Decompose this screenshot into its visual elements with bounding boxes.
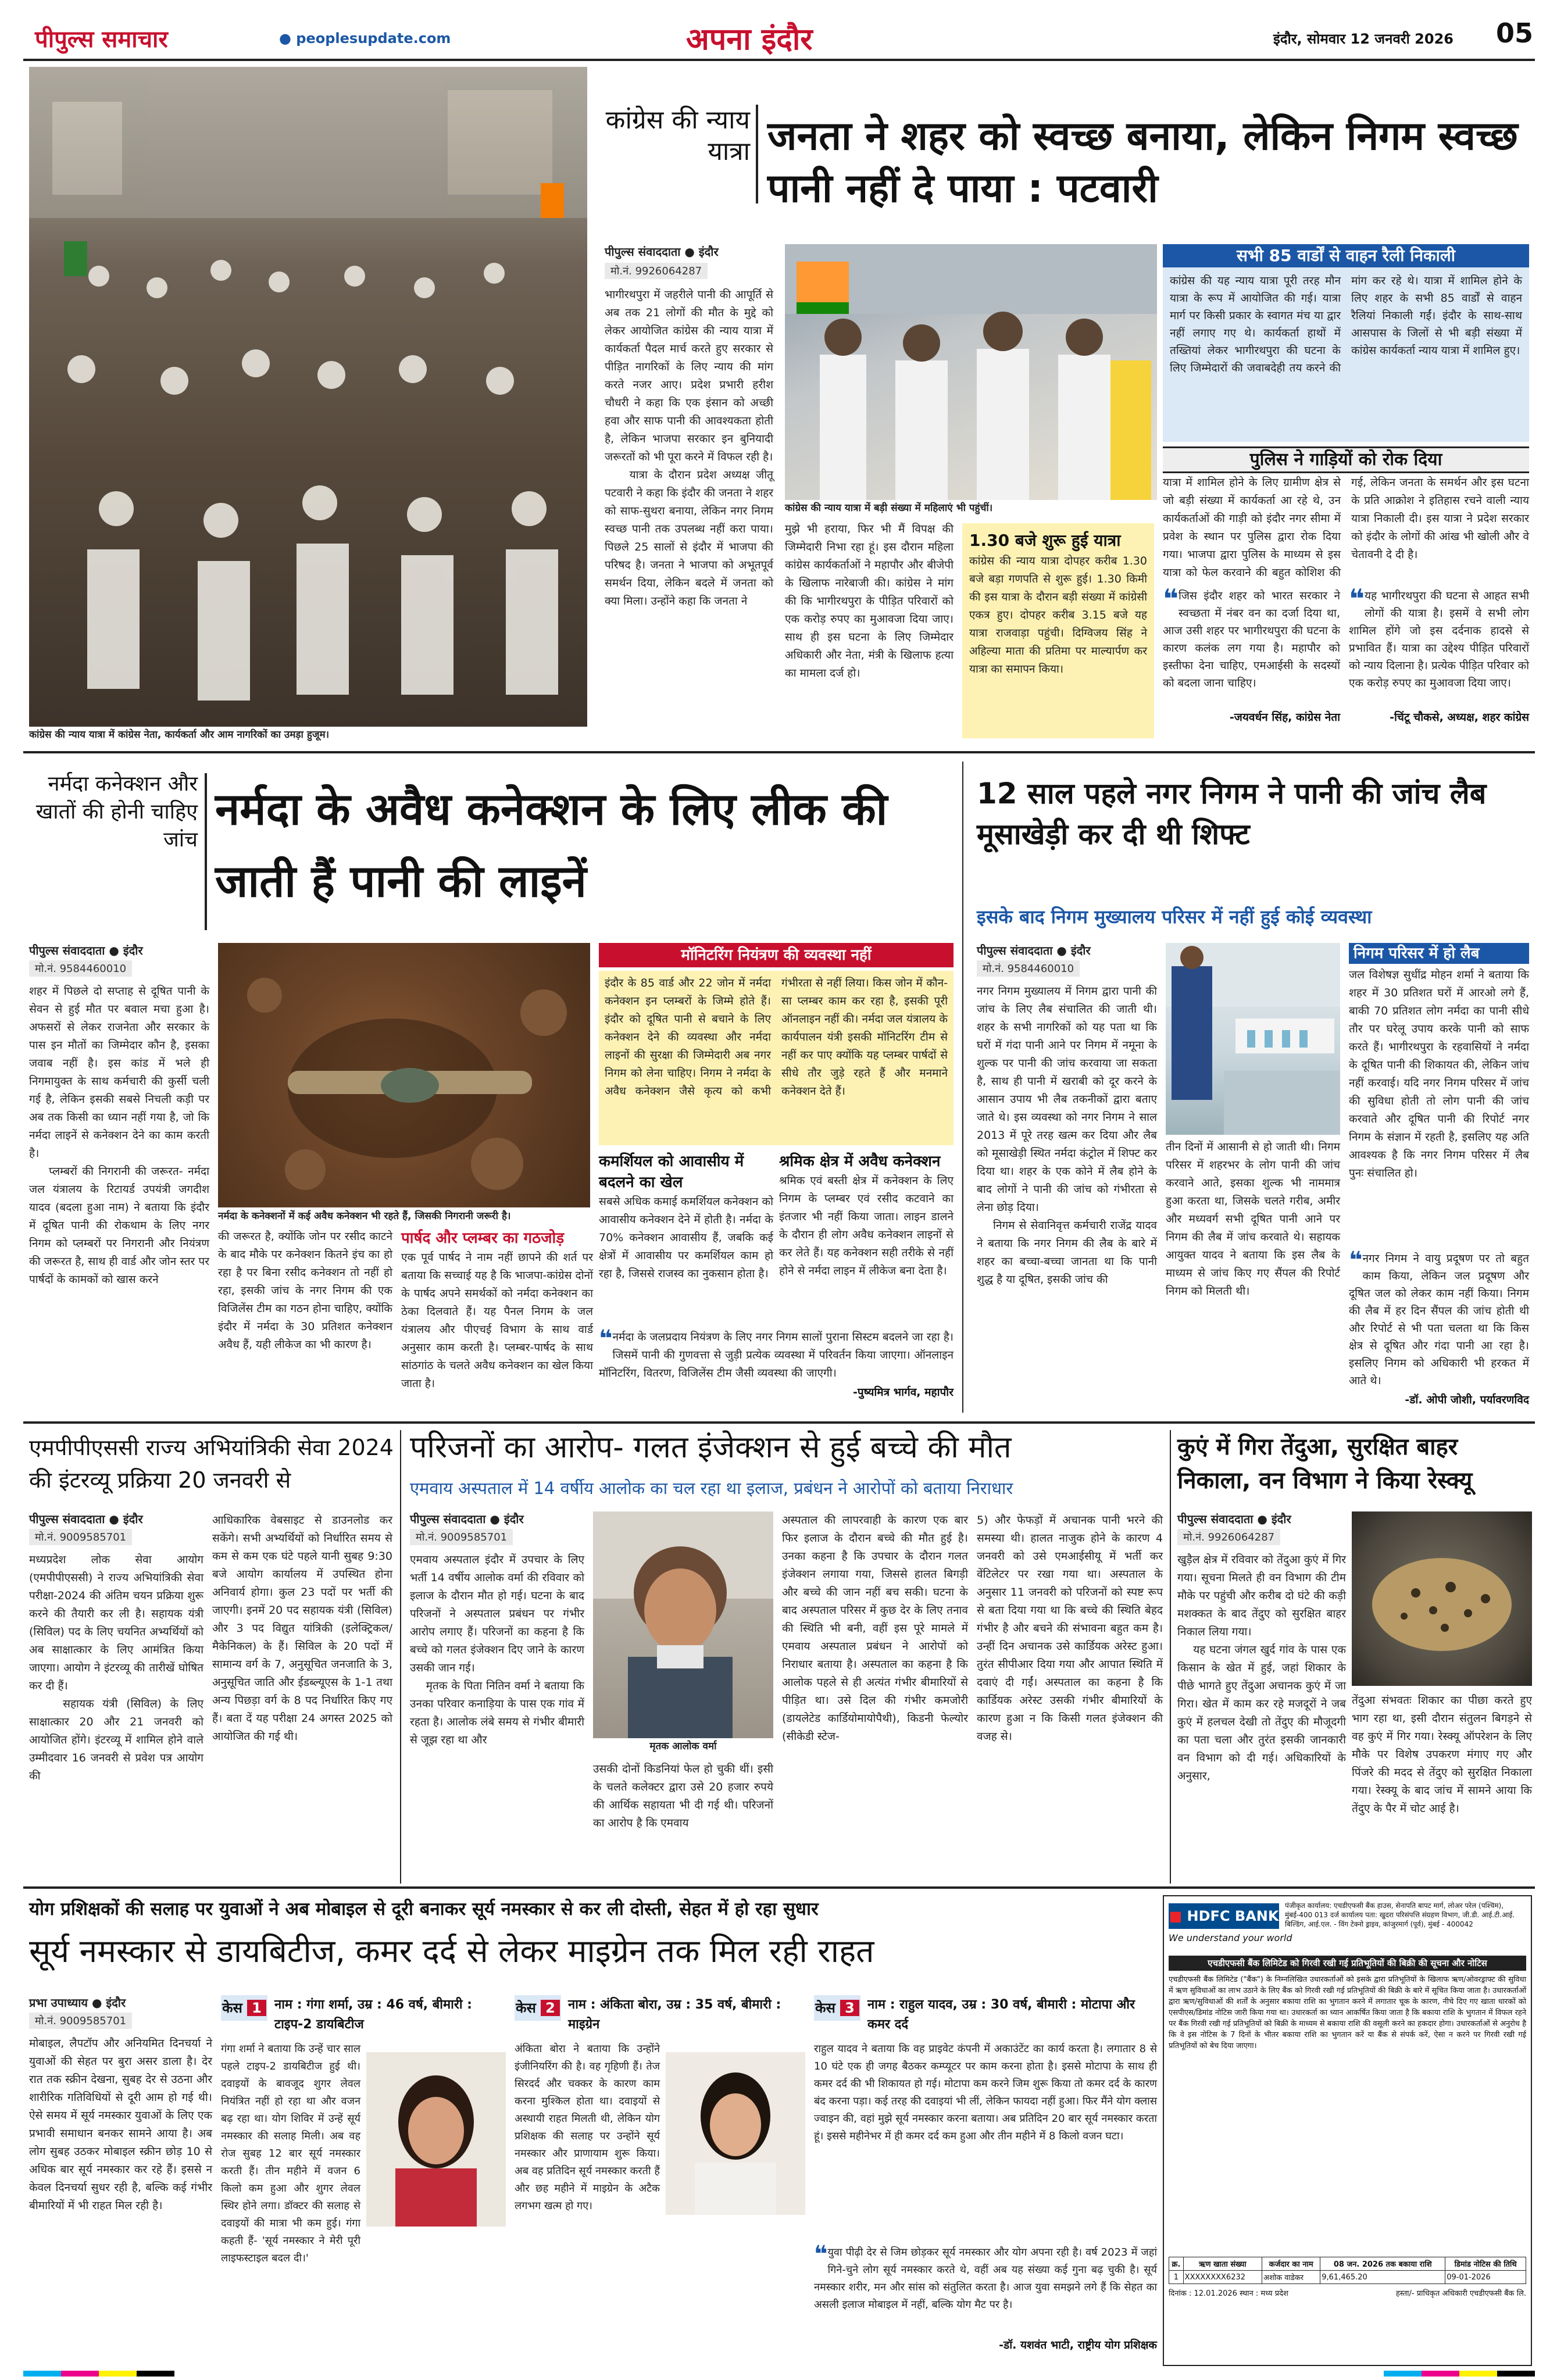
s7-mobile: मो.नं. 9009585701 [29, 2013, 132, 2029]
quote-jaivardhan [1163, 583, 1344, 738]
s5-body-col1: एमवाय अस्पताल इंदौर में उपचार के लिए भर्ती 14 वर्षीय आलोक वर्मा की रविवार को इलाज के दौरान मौत हो गई। घटना के बाद परिजनों ने अस्पताल प्रबंधन पर गंभीर आरोप लगाए हैं। परिजनों का कहना है कि बच्चे को गलत इंजेक्शन दिए जाने के कारण उसकी जान गई। मृतक के पिता नितिन वर्मा ने बताया कि उनका परिवार कनाड़िया के पास एक गांव में रहता है। आलोक लंबे समय से गंभीर बीमारी से जूझ रहा था और [410, 1553, 584, 1746]
case3-info: नाम : राहुल यादव, उम्र : 30 वर्ष, बीमारी : मोटापा और कमर दर्द [867, 1997, 1135, 2032]
s5-body-col4: 5) और फेफड़ों में अचानक पानी भरने की समस्या थी। हालत नाजुक होने के कारण 4 जनवरी को उसे एमआईसीयू में भर्ती कर वेंटिलेटर पर रखा गया था। अस्पताल के अनुसार 11 जनवरी को परिजनों को स्पष्ट रूप से बता दिया गया था कि बच्चे की स्थिति बेहद गंभीर है और बचने की संभावना बहुत कम है। उन्हीं दिन अचानक उसे कार्डियक अरेस्ट हुआ। तुरंत सीपीआर दिया गया और आपात स्थिति में दवाएं दी गईं। अस्पताल का कहना है कि कार्डियक अरेस्ट उसकी गंभीर बीमारियों के कारण हुआ न कि किसी गलत इंजेक्शन की वजह से। [977, 1514, 1167, 1743]
pipe-photo-caption: नर्मदा के कनेक्शनों में कई अवैध कनेक्शन भी रहते हैं, जिसकी निगरानी जरूरी है। [218, 1210, 511, 1222]
labor-title: श्रमिक क्षेत्र में अवैध कनेक्शन [779, 1153, 941, 1170]
commercial-title: कमर्शियल को आवासीय में बदलने का खेल [599, 1153, 744, 1191]
lab-illustration [1166, 943, 1340, 1135]
quote-jaivardhan-text: जिस इंदौर शहर को भारत सरकार ने स्वच्छता में नंबर वन का दर्जा दिया था, आज उसी शहर पर भागीरथपुरा की घटना के कारण कलंक लग गया है। महापौर को इस्तीफा देना चाहिए, एमआईसी के सदस्यों को बदला जाना चाहिए। [1163, 589, 1344, 689]
leaking-pipe-photo [218, 943, 590, 1207]
commercial-box [599, 1151, 777, 1325]
divider-3 [23, 1886, 1535, 1889]
env-quote [1349, 1247, 1533, 1413]
hdfc-td: 9,61,465.20 [1320, 2271, 1445, 2284]
s4-body-col2: आधिकारिक वेबसाइट से डाउनलोड कर सकेंगे। सभी अभ्यर्थियों को निर्धारित समय से कम से कम एक घंटे पहले यानी सुबह 9:30 बजे आयोग कार्यालय में उपस्थित होना अनिवार्य होगा। कुल 23 पदों पर भर्ती की जाएगी। इनमें 20 पद सहायक यंत्री (सिविल) और 3 पद विद्युत यांत्रिकी (इलेक्ट्रिकल/मैकेनिकल) के हैं। सिविल के 20 पदों में सामान्य वर्ग के 7, अनुसूचित जनजाति के 3, अनुसूचित जाति और ईडब्ल्यूएस के 1-1 तथा अन्य पिछड़ा वर्ग के 8 पद निर्धारित किए गए हैं। बता दें यह परीक्षा 24 अगस्त 2025 को आयोजित की गई थी। [212, 1514, 397, 1743]
s3-headline: 12 साल पहले नगर निगम ने पानी की जांच लैब मूसाखेड़ी कर दी थी शिफ्ट [977, 777, 1487, 851]
mayor-quote [599, 1325, 958, 1404]
hdfc-bank-name: HDFC BANK [1187, 1908, 1279, 1924]
hdfc-th: 08 जन. 2026 तक बकाया राशि [1320, 2257, 1445, 2271]
hdfc-footer [1169, 2288, 1526, 2313]
s6-body-col1: खुड़ैल क्षेत्र में रविवार को तेंदुआ कुएं में गिर गया। सूचना मिलते ही वन विभाग की टीम मौके पर पहुंची और करीब दो घंटे की कड़ी मशक्कत के बाद तेंदुए को सुरक्षित बाहर निकाल लिया गया। यह घटना जंगल खुर्द गांव के पास एक किसान के खेत में हुई, जहां शिकार के पीछे भागते हुए तेंदुआ अचानक कुएं में जा गिरा। खेत में काम कर रहे मजदूरों ने जब कुएं में हलचल देखी तो तेंदुए की मौजूदगी का पता चला और तुरंत इसकी जानकारी वन विभाग को दी गई। अधिकारियों के अनुसार, [1177, 1553, 1346, 1782]
s7-headline: सूर्य नमस्कार से डायबिटीज, कमर दर्द से लेकर माइग्रेन तक मिल रही राहत [29, 1932, 874, 1970]
woman-portrait-illustration [666, 2052, 805, 2215]
color-registration-bar [23, 2371, 174, 2377]
pipe-illustration [218, 943, 590, 1207]
dateline: इंदौर, सोमवार 12 जनवरी 2026 [1273, 31, 1454, 47]
masthead [23, 17, 1535, 61]
quote-chintu-author: -चिंटू चौकसे, अध्यक्ष, शहर कांग्रेस [1390, 711, 1529, 724]
councillor-plumber-box [401, 1228, 597, 1402]
boy-photo [593, 1511, 773, 1738]
quote-jaivardhan-author: -जयवर्धन सिंह, कांग्रेस नेता [1229, 711, 1340, 724]
s2-mobile: मो.नं. 9584460010 [29, 960, 132, 977]
s6-mobile: मो.नं. 9926064287 [1177, 1529, 1280, 1545]
councillor-plumber-title: पार्षद और प्लम्बर का गठजोड़ [401, 1230, 565, 1247]
s5-body-col3: अस्पताल की लापरवाही के कारण एक बार फिर इलाज के दौरान बच्चे की मौत हुई है। उनका कहना है कि उपचार के दौरान गलत इंजेक्शन लगाया गया, जिससे हालत बिगड़ी और बच्चे की जान नहीं बच सकी। घटना के बाद अस्पताल परिसर में कुछ देर के लिए तनाव की स्थिति भी बनी, वहीं इस पूरे मामले में एमवाय अस्पताल प्रबंधन ने आरोपों को निराधार बताया है। अस्पताल का कहना है कि आलोक पहले से ही अत्यंत गंभीर बीमारियों से पीड़ित था। उसे दिल की गंभीर कमजोरी (डायलेटेड कार्डियोमायोपैथी), किडनी फेल्योर (सीकेडी स्टेज- [782, 1514, 972, 1743]
case3-header [814, 1995, 1157, 2036]
s7-kicker: योग प्रशिक्षकों की सलाह पर युवाओं ने अब मोबाइल से दूरी बनाकर सूर्य नमस्कार से कर ली दोस्ती, सेहत में हो रहा सुधार [29, 1899, 819, 1920]
s3-subhead: इसके बाद निगम मुख्यालय परिसर में नहीं हुई कोई व्यवस्था [977, 906, 1372, 928]
hdfc-th: डिमांड नोटिस की तिथि [1445, 2257, 1526, 2271]
commercial-text: सबसे अधिक कमाई कमर्शियल कनेक्शन को आवासीय कनेक्शन देने में होती है। नर्मदा के 70% कनेक्शन आवासीय हैं, जबकि कई क्षेत्रों में आवासीय पर कमर्शियल काम हो रहा है, जिससे राजस्व का नुकसान होता है। [599, 1195, 777, 1280]
s5-subhead: एमवाय अस्पताल में 14 वर्षीय आलोक का चल रहा था इलाज, प्रबंधन ने आरोपों को बताया निराधार [410, 1478, 1013, 1498]
lab-in-hq-text: जल विशेषज्ञ सुधींद्र मोहन शर्मा ने बताया कि शहर में 30 प्रतिशत घरों में आरओ लगे हैं, बाकी 70 प्रतिशत लोग नर्मदा का पानी सीधे तौर पर घरेलू उपाय करके पानी को साफ करते हैं। भागीरथपुरा के रहवासियों ने नर्मदा के दूषित पानी की शिकायत की, लेकिन जांच नहीं करवाई। यदि नगर निगम परिसर में जांच की सुविधा होती तो लोग पानी की जांच करवाते और दूषित पानी की रिपोर्ट नगर निगम के संज्ञान में रहती है, इसलिए यह अति आवश्यक है कि नगर निगम परिसर में लैब पुनः संचालित हो। [1349, 969, 1533, 1180]
color-registration-bar [1384, 2371, 1535, 2377]
case1-tag-label: केस [222, 2000, 242, 2016]
s4-body-col1: मध्यप्रदेश लोक सेवा आयोग (एमपीपीएससी) ने राज्य अभियांत्रिकी सेवा परीक्षा-2024 की अंतिम चयन प्रक्रिया शुरू करने की तैयारी कर ली है। सहायक यंत्री (सिविल) पद के लिए चयनित अभ्यर्थियों को अब साक्षात्कार के लिए आमंत्रित किया जाएगा। आयोग ने इंटरव्यू की तारीखें घोषित कर दी हैं। सहायक यंत्री (सिविल) के लिए साक्षात्कार 20 और 21 जनवरी को आयोजित होंगे। इंटरव्यू में शामिल होने वाले उम्मीदवार 16 जनवरी से प्रवेश पत्र आयोग की [29, 1553, 203, 1782]
lab-in-hq-box [1349, 943, 1533, 1245]
case3-tag [814, 1995, 860, 2021]
case2-num: 2 [541, 2000, 560, 2016]
hdfc-td: XXXXXXXX6232 [1183, 2271, 1262, 2284]
env-quote-text: नगर निगम ने वायु प्रदूषण पर तो बहुत काम किया, लेकिन जल प्रदूषण और दूषित जल को लेकर काम नहीं किया। निगम की लैब में हर दिन सैंपल की जांच होती थी और रिपोर्ट से भी पता चलता था कि किस क्षेत्र से दूषित और गंदा पानी आ रहा है। इसलिए निगम को अधिकारी भी हरकत में आते थे। [1349, 1252, 1533, 1387]
yoga-quote-text: युवा पीढ़ी देर से जिम छोड़कर सूर्य नमस्कार और योग अपना रही है। वर्ष 2023 में जहां गिने-चुने लोग सूर्य नमस्कार करते थे, वहीं अब यह संख्या कई गुना बढ़ चुकी है। सूर्य नमस्कार शरीर, मन और सांस को संतुलित करता है। आज युवा समझने लगे हैं कि सेहत का असली इलाज मोबाइल में नहीं, बल्कि योग मैट पर है। [814, 2246, 1160, 2311]
hdfc-header [1169, 1901, 1526, 1953]
hdfc-signature: हस्ता/- प्राधिकृत अधिकारी एचडीएफसी बैंक लि. [1395, 2289, 1526, 2298]
monitoring-text: इंदौर के 85 वार्ड और 22 जोन में नर्मदा कनेक्शन इन प्लम्बरों के जिम्मे होते हैं। इंदौर को दूषित पानी से बचाने के लिए कनेक्शन देने की व्यवस्था और नर्मदा लाइनों की सुरक्षा की जिम्मेदारी अब नगर निगम को लेना चाहिए। निगम ने नर्मदा के अवैध कनेक्शन जैसे कृत्य को कभी गंभीरता से नहीं लिया। किस जोन में कौन-सा प्लम्बर काम कर रहा है, इसकी पूरी ऑनलाइन नहीं की। नर्मदा जल यंत्रालय के कार्यपालन यंत्री इसकी मॉनिटरिंग टीम से नहीं कर पाए क्योंकि यह प्लम्बर पार्षदों से सीधे तौर जुड़े रहते हैं और मनमाने कनेक्शन देते हैं। [599, 971, 954, 1145]
main-photo-caption: कांग्रेस की न्याय यात्रा में कांग्रेस नेता, कार्यकर्ता और आम नागरिकों का उमड़ा हुजूम। [29, 729, 330, 741]
case1-info: नाम : गंगा शर्मा, उम्र : 46 वर्ष, बीमारी : टाइप-2 डायबिटीज [274, 1997, 472, 2032]
case2-photo [666, 2052, 805, 2215]
masthead-website [279, 30, 451, 47]
mayor-quote-text: नर्मदा के जलप्रदाय नियंत्रण के लिए नगर निगम सालों पुराना सिस्टम बदलने जा रहा है। जिसमें पानी की गुणवत्ता से जुड़ी प्रत्येक व्यवस्था में परिवर्तन किया जाएगा। ऑनलाइन मॉनिटरिंग, वितरण, विजिलेंस टीम जैसी व्यवस्था की जाएगी। [599, 1331, 958, 1380]
s7-byline: प्रभा उपाध्याय ● इंदौर [29, 1996, 126, 2010]
quote-open-icon: ❝ [1349, 583, 1365, 614]
boy-illustration [593, 1511, 773, 1738]
hdfc-notice-text: एचडीएफसी बैंक लिमिटेड ("बैंक") के निम्नलिखित उधारकर्ताओं को इसके द्वारा प्रतिभूतियों के खिलाफ ऋण/ओवरड्राफ्ट की सुविधा में ऋण सुविधाओं का लाभ उठाने के लिए बैंक को गिरवी रखी गई प्रतिभूतियों की बिक्री के बारे में सूचित किया जाता है। उधारकर्ताओं द्वारा ऋण/सुविधाओं की शर्तों के अनुसार बकाया राशि का भुगतान करने में लगातार चूक के कारण, नीचे दिए गए खाता धारकों को एसपीएस/डिमांड नोटिस जारी किया गया था। उधारकर्ता का ध्यान आकर्षित किया जाता है कि बकाया राशि के भुगतान में विफल रहने पर बैंक गिरवी रखी गई प्रतिभूतियों को बिक्री के माध्यम से बकाया राशि की वसूली करने का हकदार होगा। उधारकर्ताओं से अनुरोध है कि वे इस नोटिस के 7 दिनों के भीतर बकाया राशि का भुगतान करें या बैंक से संपर्क करें, ऐसा न करने पर गिरवी रखी गई प्रतिभूतियों को बेच दिया जाएगा। [1169, 1975, 1526, 2050]
case3-text: राहुल यादव ने बताया कि वह प्राइवेट कंपनी में अकाउंटेंट का कार्य करता है। लगातार 8 से 10 घंटे एक ही जगह बैठकर कम्प्यूटर पर काम करना होता है। इससे मोटापा के साथ ही कमर दर्द की भी शिकायत हो गई। मोटापा कम करने जिम शुरू किया तो कमर दर्द के कारण बंद करना पड़ा। कई तरह की दवाइयां भी लीं, लेकिन फायदा नहीं हुआ। फिर मैंने योग क्लास ज्वाइन की, वहां मुझे सूर्य नमस्कार करना बताया। अब प्रतिदिन 20 बार सूर्य नमस्कार करता हूं। इससे महीनेभर में ही कमर दर्द कम हुआ और तीन महीने में 8 किलो वजन घटा। [814, 2043, 1160, 2142]
yoga-quote-author: -डॉ. यशवंत भाटी, राष्ट्रीय योग प्रशिक्षक [999, 2339, 1157, 2352]
councillor-plumber-text: एक पूर्व पार्षद ने नाम नहीं छापने की शर्त पर बताया कि सच्चाई यह है कि भाजपा-कांग्रेस दोनों के पार्षद अपने समर्थकों को नर्मदा कनेक्शन का ठेका दिलवाते हैं। यह पैनल निगम के जल यंत्रालय और पीएचई विभाग के साथ वार्ड अनुसार काम करती है। प्लम्बर-पार्षद के साथ सांठगांठ के चलते अवैध कनेक्शन का खेल किया जाता है। [401, 1251, 597, 1390]
woman-portrait-illustration [366, 2052, 506, 2227]
case3-tag-label: केस [815, 2000, 835, 2016]
police-stop-text: यात्रा में शामिल होने के लिए ग्रामीण क्षेत्र से जो बड़ी संख्या में कार्यकर्ता आ रहे थे, उन कार्यकर्ताओं की गाड़ी को इंदौर नगर सीमा में प्रवेश के स्थान पर पुलिस द्वारा रोक दिया गया। भाजपा द्वारा पुलिस के माध्यम से इस यात्रा को फेल करवाने की बहुत कोशिश की गई, लेकिन जनता के समर्थन और इस घटना के प्रति आक्रोश ने इतिहास रचने वाली न्याय यात्रा निकाली दी। इस यात्रा ने प्रदेश सरकार को इंदौर के लोगों की आंख भी खोली और वे चेतावनी दे दी है। [1163, 476, 1533, 579]
s1-mobile: मो.नं. 9926064287 [605, 263, 708, 279]
vertical-rule-s5 [1170, 1430, 1171, 1884]
table-row [1169, 2271, 1526, 2284]
vertical-rule-s4 [400, 1430, 401, 1884]
vehicle-rally-text: कांग्रेस की यह न्याय यात्रा पूरी तरह मौन यात्रा के रूप में आयोजित की गई। यात्रा मार्ग पर किसी प्रकार के स्वागत मंच या द्वार नहीं लगाए गए थे। कार्यकर्ता हाथों में तख्तियां लेकर भागीरथपुरा की घटना के लिए जिम्मेदारों की जवाबदेही तय करने की मांग कर रहे थे। यात्रा में शामिल होने के लिए शहर के सभी 85 वार्डों से वाहन रैलियां निकाली गईं। इंदौर के साथ-साथ आसपास के जिलों से भी बड़ी संख्या में कांग्रेस कार्यकर्ता न्याय यात्रा में शामिल हुए। [1170, 274, 1526, 374]
case2-header [515, 1995, 805, 2036]
s1-side-label: कांग्रेस की न्याय यात्रा [605, 105, 750, 166]
s3-mobile: मो.नं. 9584460010 [977, 960, 1080, 977]
lab-in-hq-title: निगम परिसर में हो लैब [1349, 943, 1529, 964]
s7-body: मोबाइल, लैपटॉप और अनियमित दिनचर्या ने युवाओं की सेहत पर बुरा असर डाला है। देर रात तक स्क्रीन देखना, सुबह देर से उठना और शारीरिक गतिविधियों से दूरी आम हो गई थी। ऐसे समय में सूर्य नमस्कार युवाओं के लिए एक प्रभावी समाधान बनकर सामने आया है। अब लोग सुबह उठकर मोबाइल स्क्रीन छोड़ 10 से अधिक बार सूर्य नमस्कार कर रहे हैं। इससे न केवल दिनचर्या सुधर रही है, बल्कि कई गंभीर बीमारियों में भी राहत मिल रही है। [29, 2037, 216, 2212]
case1-photo [366, 2052, 506, 2227]
women-photo-caption: कांग्रेस की न्याय यात्रा में बड़ी संख्या में महिलाएं भी पहुंचीं। [785, 502, 993, 514]
leopard-illustration [1352, 1511, 1532, 1686]
labor-text: श्रमिक एवं बस्ती क्षेत्र में कनेक्शन के लिए निगम के प्लम्बर एवं रसीद कटवाने का इंतजार भी नहीं किया जाता। लाइन डालने के दौरान ही लोग अवैध कनेक्शन लाइनों से कर लेते हैं। यह कनेक्शन सही तरीके से नहीं होने से नर्मदा लाइन में लीकेज बना देता है। [779, 1174, 958, 1277]
mayor-quote-author: -पुष्यमित्र भार्गव, महापौर [852, 1386, 954, 1399]
section-title: अपना इंदौर [686, 22, 813, 57]
women-rally-photo [785, 244, 1157, 500]
s2-body-col2: की जरूरत है, क्योंकि जोन पर रसीद काटने के बाद मौके पर कनेक्शन कितने इंच का हो रहा है पर बिना रसीद कनेक्शन तो नहीं हो रहा, इसकी जांच के नगर निगम की एक विजिलेंस टीम का गठन होना चाहिए, क्योंकि इंदौर में नर्मदा के 30 प्रतिशत कनेक्शन अवैध हैं, यही लीकेज का भी कारण है। [218, 1230, 397, 1351]
rally-photo-main [29, 67, 587, 727]
hdfc-td: 09-01-2026 [1445, 2271, 1526, 2284]
quote-chintu-text: यह भागीरथपुरा की घटना से आहत सभी लोगों की यात्रा है। इसमें वे सभी लोग शामिल होंगे जो इस दर्दनाक हादसे से प्रभावित हैं। यात्रा का उद्देश्य पीड़ित परिवारों को न्याय दिलाना है। प्रत्येक पीड़ित परिवार को एक करोड़ रुपए का मुआवजा दिया जाए। [1349, 589, 1533, 689]
case1-num: 1 [247, 2000, 266, 2016]
s4-mobile: मो.नं. 9009585701 [29, 1529, 132, 1545]
hdfc-sign-place: दिनांक : 12.01.2026 स्थान : मध्य प्रदेश [1169, 2289, 1288, 2298]
quote-open-icon: ❝ [1163, 583, 1179, 614]
case1-header [221, 1995, 506, 2036]
hdfc-table [1169, 2257, 1526, 2284]
hdfc-notice [1163, 1895, 1532, 2366]
yatra-start-title: 1.30 बजे शुरू हुई यात्रा [969, 531, 1121, 550]
s1-byline: पीपुल्स संवाददाता ● इंदौर [605, 245, 719, 259]
police-stop-title: पुलिस ने गाड़ियों को रोक दिया [1163, 446, 1529, 473]
env-quote-author: -डॉ. ओपी जोशी, पर्यावरणविद [1405, 1393, 1529, 1406]
s2-body: शहर में पिछले दो सप्ताह से दूषित पानी के सेवन से हुई मौत पर बवाल मचा हुआ है। अफसरों से लेकर राजनेता और सरकार के पास इन मौतों का जिम्मेदार कौन है, इसका जवाब नहीं है। इस कांड में भले ही निगमायुक्त के साथ कर्मचारी की कुर्सी चली गई है, लेकिन इसकी सबसे निचली कड़ी पर अब तक किसी का ध्यान नहीं गया है, जो कि नर्मदा लाइनें से कनेक्शन देने का काम करती है। प्लम्बरों की निगरानी की जरूरत- नर्मदा जल यंत्रालय के रिटायर्ड उपयंत्री जगदीश यादव (बदला हुआ नाम) ने बताया कि इंदौर में दूषित पानी की रोकथाम के लिए नगर निगम को प्लम्बरों पर निगरानी और नियंत्रण की जरूरत है, साथ ही वार्ड और जोन स्तर पर पार्षदों के कामकों को खास करने [29, 985, 209, 1286]
hdfc-tagline: We understand your world [1169, 1932, 1292, 1943]
s6-headline: कुएं में गिरा तेंदुआ, सुरक्षित बाहर निकाला, वन विभाग ने किया रेस्क्यू [1177, 1434, 1473, 1494]
boy-photo-caption: मृतक आलोक वर्मा [649, 1741, 717, 1752]
yoga-quote [814, 2241, 1160, 2360]
hdfc-address: पंजीकृत कार्यालय: एचडीएफसी बैंक हाउस, सेनापति बापट मार्ग, लोअर परेल (पश्चिम), मुंबई-400 013 दर्ज कार्यालय पता: खुदरा परिसंपत्ति संग्रहण विभाग, जी.डी. आई.टी.आई. बिल्डिंग, आई.एल. - विंग टेक्नो ड्राइव, कांजुरमार्ग (पूर्व), मुंबई - 400042 [1285, 1902, 1515, 1928]
s1-headline: जनता ने शहर को स्वच्छ बनाया, लेकिन निगम स्वच्छ पानी नहीं दे पाया : पटवारी [767, 113, 1518, 212]
vehicle-rally-box [1163, 244, 1529, 442]
s6-body-col2: तेंदुआ संभवतः शिकार का पीछा करते हुए भाग रहा था, इसी दौरान संतुलन बिगड़ने से वह कुएं में गिर गया। रेस्क्यू ऑपरेशन के लिए मौके पर विशेष उपकरण मंगाए गए और पिंजरे की मदद से तेंदुए को सुरक्षित निकाला गया। रेस्क्यू के बाद जांच में सामने आया कि तेंदुए के पैर में चोट आई है। [1352, 1694, 1536, 1815]
divider-1 [23, 751, 1535, 753]
s3-byline: पीपुल्स संवाददाता ● इंदौर [977, 944, 1091, 957]
s6-byline: पीपुल्स संवाददाता ● इंदौर [1177, 1512, 1291, 1526]
hdfc-td: अशोक वाडेकर [1262, 2271, 1320, 2284]
s3-body-col2: तीन दिनों में आसानी से हो जाती थी। निगम परिसर में शहरभर के लोग पानी की जांच करवाने आते, इसका शुल्क भी नाममात्र हुआ करता था, जिसके चलते गरीब, अमीर और मध्यवर्ग सभी दूषित पानी आने पर निगम की लैब में जांच करवाते थे। सहायक आयुक्त यादव ने बताया कि इस लैब के माध्यम से जांच किए गए सैंपल की रिपोर्ट निगम को मिलती थी। [1166, 1141, 1344, 1298]
case1-text: गंगा शर्मा ने बताया कि उन्हें चार साल पहले टाइप-2 डायबिटीज हुई थी। दवाइयों के बावजूद शुगर लेवल नियंत्रित नहीं हो रहा था और वजन बढ़ रहा था। योग शिविर में उन्हें सूर्य नमस्कार की सलाह मिली। अब वह रोज सुबह 12 बार सूर्य नमस्कार करती हैं। तीन महीने में वजन 6 किलो कम हुआ और शुगर लेवल स्थिर होने लगा। डॉक्टर की सलाह से दवाइयों की मात्रा भी कम हुई। गंगा कहती हैं- 'सूर्य नमस्कार ने मेरी पूरी लाइफस्टाइल बदल दी।' [221, 2043, 364, 2264]
vertical-rule-s2 [962, 762, 963, 1413]
masthead-logo: पीपुल्स समाचार [35, 26, 168, 53]
case1-tag [221, 1995, 267, 2021]
masthead-url: peoplesupdate.com [296, 30, 451, 47]
water-lab-photo [1166, 943, 1340, 1135]
s1-body-col2: मुझे भी हराया, फिर भी मैं विपक्ष की जिम्मेदारी निभा रहा हूं। इस दौरान महिला कांग्रेस कार्यकर्ताओं ने महापौर और बीजेपी के खिलाफ नारेबाजी की। कांग्रेस ने मांग की कि भागीरथपुरा के पीड़ित परिवारों को एक करोड़ रुपए का मुआवजा दिया जाए। साथ ही इस घटना के लिए जिम्मेदार अधिकारी और नेता, मंत्री के खिलाफ हत्या का मामला दर्ज हो। [785, 523, 958, 680]
hdfc-table-header [1169, 2257, 1526, 2271]
yatra-start-text: कांग्रेस की न्याय यात्रा दोपहर करीब 1.30 बजे बड़ा गणपति से शुरू हुई। 1.30 किमी की इस यात्रा के दौरान बड़ी संख्या में कांग्रेसी एकत्र हुए। दोपहर करीब 3.15 बजे यह यात्रा राजवाड़ा पहुंची। दिग्विजय सिंह ने अहिल्या माता की प्रतिमा पर माल्यार्पण कर यात्रा का समापन किया। [969, 555, 1151, 676]
crowd-illustration [29, 67, 587, 727]
s2-headline: नर्मदा के अवैध कनेक्शन के लिए लीक की जाती हैं पानी की लाइनें [215, 783, 888, 907]
hdfc-logo [1169, 1903, 1279, 1929]
yatra-start-box [962, 523, 1154, 738]
leopard-photo [1352, 1511, 1532, 1686]
hdfc-th: क्र. [1169, 2257, 1184, 2271]
s2-label-divider [205, 773, 207, 930]
quote-open-icon: ❝ [599, 1325, 613, 1352]
divider-2 [23, 1421, 1535, 1424]
s5-headline: परिजनों का आरोप- गलत इंजेक्शन से हुई बच्चे की मौत [410, 1430, 1012, 1465]
case2-info: नाम : अंकिता बोरा, उम्र : 35 वर्ष, बीमारी : माइग्रेन [568, 1997, 781, 2032]
page-number: 05 [1494, 17, 1535, 56]
s5-mobile: मो.नं. 9009585701 [410, 1529, 513, 1545]
globe-icon: ● [279, 30, 297, 47]
monitoring-title: मॉनिटरिंग नियंत्रण की व्यवस्था नहीं [599, 943, 954, 967]
case2-tag-label: केस [516, 2000, 536, 2016]
vehicle-rally-title: सभी 85 वार्डों से वाहन रैली निकाली [1163, 244, 1529, 267]
women-illustration [785, 244, 1157, 500]
case2-tag [515, 1995, 561, 2021]
s3-body-col1: नगर निगम मुख्यालय में निगम द्वारा पानी की जांच के लिए लैब संचालित की जाती थी। शहर के सभी नागरिकों को यह पता था कि घरों में गंदा पानी आने पर निगम में नमूना के शुल्क पर पानी की जांच करवाया जा सकता है, साथ ही पानी में खराबी को दूर करने के आसान उपाय भी लैब तकनीकों द्वारा बताए जाते थे। इस व्यवस्था को नगर निगम ने साल 2013 में पूरे तरह खत्म कर दिया और लैब को मूसाखेड़ी स्थित नर्मदा कंट्रोल में शिफ्ट कर दिया था। शहर के एक कोने में लैब होने के बाद लोगों ने पानी की जांच को गंभीरता से लेना छोड़ दिया। निगम से सेवानिवृत्त कर्मचारी राजेंद्र यादव ने बताया कि नगर निगम की लैब के बारे में शहर का बच्चा-बच्चा जानता था कि पानी शुद्ध है या दूषित, इसकी जांच की [977, 985, 1157, 1286]
hdfc-th: ऋण खाता संख्या [1183, 2257, 1262, 2271]
s1-body-col1: भागीरथपुरा में जहरीले पानी की आपूर्ति से अब तक 21 लोगों की मौत के मुद्दे को लेकर आयोजित कांग्रेस की न्याय यात्रा में कार्यकर्ता पैदल मार्च करते हुए सरकार से पीड़ित नागरिकों के लिए न्याय की मांग करते नजर आए। प्रदेश प्रभारी हरीश चौधरी ने कहा कि एक इंसान को अच्छी हवा और साफ पानी की आवश्यकता होती है, लेकिन भाजपा सरकार इन बुनियादी जरूरतों को भी पूरा करने में विफल रही है। यात्रा के दौरान प्रदेश अध्यक्ष जीतू पटवारी ने कहा कि इंदौर की जनता ने शहर को साफ-सुथरा बनाया, लेकिन नगर निगम स्वच्छ पानी तक उपलब्ध नहीं करा पाया। पिछले 25 सालों से इंदौर में भाजपा की परिषद है। जनता ने भाजपा को अभूतपूर्व समर्थन दिया, लेकिन बदले में जनता को क्या मिला। उन्होंने कहा कि जनता ने [605, 288, 773, 607]
hdfc-th: कर्जदार का नाम [1262, 2257, 1320, 2271]
s4-headline: एमपीपीएससी राज्य अभियांत्रिकी सेवा 2024 की इंटरव्यू प्रक्रिया 20 जनवरी से [29, 1435, 394, 1493]
quote-chintu [1349, 583, 1533, 738]
case3-num: 3 [840, 2000, 859, 2016]
quote-open-icon: ❝ [1349, 1247, 1363, 1274]
hdfc-td: 1 [1169, 2271, 1184, 2284]
hdfc-notice-title: एचडीएफसी बैंक लिमिटेड को गिरवी रखी गई प्रतिभूतियों की बिक्री की सूचना और नोटिस [1169, 1956, 1526, 1971]
s2-byline: पीपुल्स संवाददाता ● इंदौर [29, 944, 143, 957]
quote-open-icon: ❝ [814, 2241, 828, 2268]
case2-text: अंकिता बोरा ने बताया कि उन्होंने इंजीनियरिंग की है। वह गृहिणी हैं। तेज सिरदर्द और चक्कर के कारण काम करना मुश्किल होता था। दवाइयों से अस्थायी राहत मिलती थी, लेकिन योग प्रशिक्षक की सलाह पर उन्होंने सूर्य नमस्कार और प्राणायाम शुरू किया। अब वह प्रतिदिन सूर्य नमस्कार करती हैं और छह महीने में माइग्रेन के अटैक लगभग खत्म हो गए। [515, 2043, 663, 2212]
s2-side-label: नर्मदा कनेक्शन और खातों की होनी चाहिए जांच [35, 772, 198, 852]
s5-byline: पीपुल्स संवाददाता ● इंदौर [410, 1512, 524, 1526]
hdfc-logo-icon: ■ [1169, 1908, 1187, 1924]
s4-byline: पीपुल्स संवाददाता ● इंदौर [29, 1512, 143, 1526]
s5-body-col2: उसकी दोनों किडनियां फेल हो चुकी थीं। इसी के चलते कलेक्टर द्वारा उसे 20 हजार रुपये की आर्थिक सहायता भी दी गई थी। परिजनों का आरोप है कि एमवाय [593, 1763, 777, 1829]
s1-label-divider [756, 105, 758, 203]
labor-box [779, 1151, 958, 1325]
